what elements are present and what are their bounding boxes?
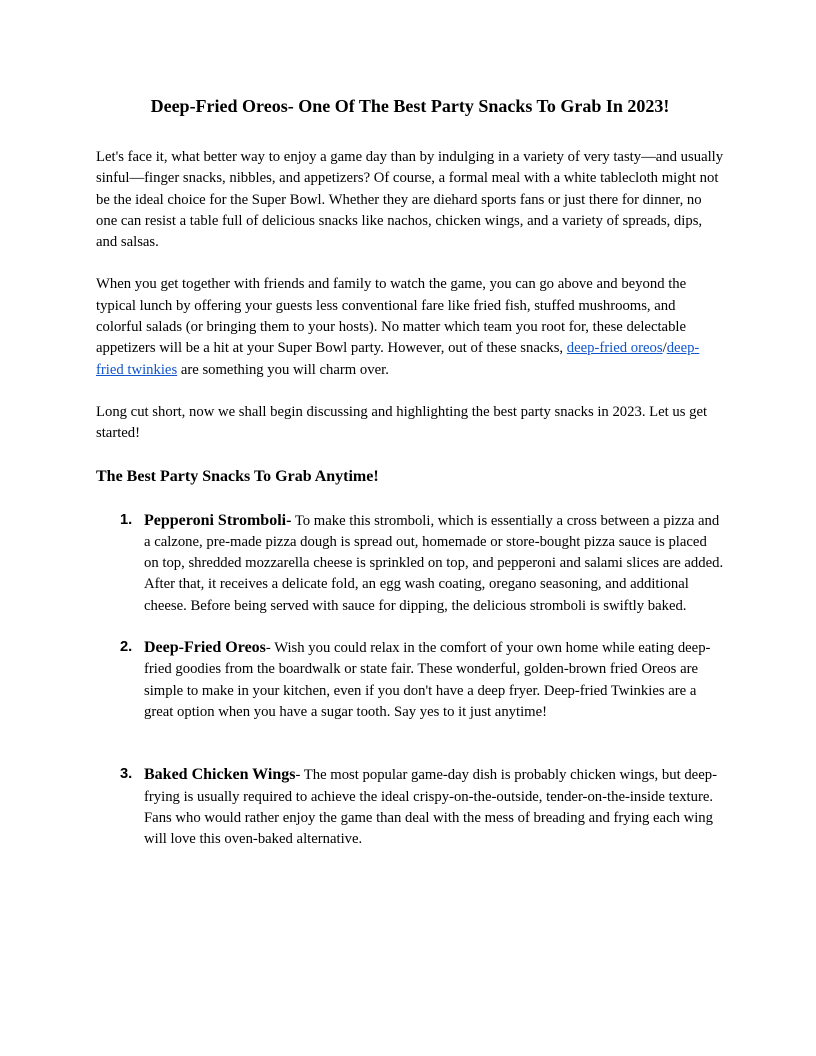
deep-fried-twinkies-link[interactable]: deep-fried twinkies <box>96 340 700 378</box>
link-separator: / <box>662 340 667 357</box>
list-item-text: - The most popular game-day dish is probably chicken wings, but deep-frying is usually required to achieve the ideal crispy-on-the-outside, tender-on-the-inside texture. Fans who would rather enjoy the game than deal with the mess of breading and frying each wing will love this oven-baked alternative. <box>144 767 717 848</box>
list-item-heading: Baked Chicken Wings <box>144 766 296 784</box>
paragraph-text: are something you will charm over. <box>177 361 389 378</box>
transition-paragraph: Long cut short, now we shall begin discussing and highlighting the best party snacks in 2023. Let us get started! <box>96 403 708 442</box>
list-item-heading: Pepperoni Stromboli- <box>144 511 292 529</box>
section-heading: The Best Party Snacks To Grab Anytime! <box>96 467 379 485</box>
list-item <box>96 510 724 617</box>
list-number: 3. <box>120 766 133 783</box>
snack-list <box>96 510 724 851</box>
deep-fried-oreos-link[interactable]: deep-fried oreos <box>566 340 663 357</box>
list-item-heading: Deep-Fried Oreos <box>144 639 266 657</box>
game-party-paragraph <box>96 274 724 380</box>
paragraph-text: When you get together with friends and family to watch the game, you can go above and beyond the typical lunch by offering your guests less conventional fare like fried fish, stuffed mushrooms, and colorful salads (or bringing them to your hosts). No matter which team you root for, these delectable appetizers will be a hit at your Super Bowl party. However, out of these snacks, <box>96 276 687 357</box>
list-item-text: - Wish you could relax in the comfort of your own home while eating deep-fried goodies from the boardwalk or state fair. These wonderful, golden-brown fried Oreos are simple to make in your kitchen, even if you don't have a deep fryer. Deep-fried Twinkies are a great option when you have a sugar tooth. Say yes to it just anytime! <box>144 640 711 720</box>
list-number: 2. <box>120 639 133 656</box>
list-item <box>96 637 724 723</box>
list-item-text: To make this stromboli, which is essentially a cross between a pizza and a calzone, pre-made pizza dough is spread out, homemade or store-bought pizza sauce is placed on top, shredded mozzarella cheese is sprinkled on top, and pepperoni and salami slices are added. After that, it receives a delicate fold, an egg wash coating, oregano seasoning, and additional cheese. Before being served with sauce for dipping, the delicious stromboli is swiftly baked. <box>144 512 724 614</box>
document-page <box>96 95 724 850</box>
document-title: Deep-Fried Oreos- One Of The Best Party Snacks To Grab In 2023! <box>150 96 670 116</box>
list-number: 1. <box>120 511 133 528</box>
intro-paragraph: Let's face it, what better way to enjoy a game day than by indulging in a variety of very tasty—and usually sinful—finger snacks, nibbles, and appetizers? Of course, a formal meal with a white tablecloth might not be the ideal choice for the Super Bowl. Whether they are diehard sports fans or just there for dinner, no one can resist a table full of delicious snacks like nachos, chicken wings, and a variety of spreads, dips, and salsas. <box>96 149 724 251</box>
list-item <box>96 764 724 850</box>
